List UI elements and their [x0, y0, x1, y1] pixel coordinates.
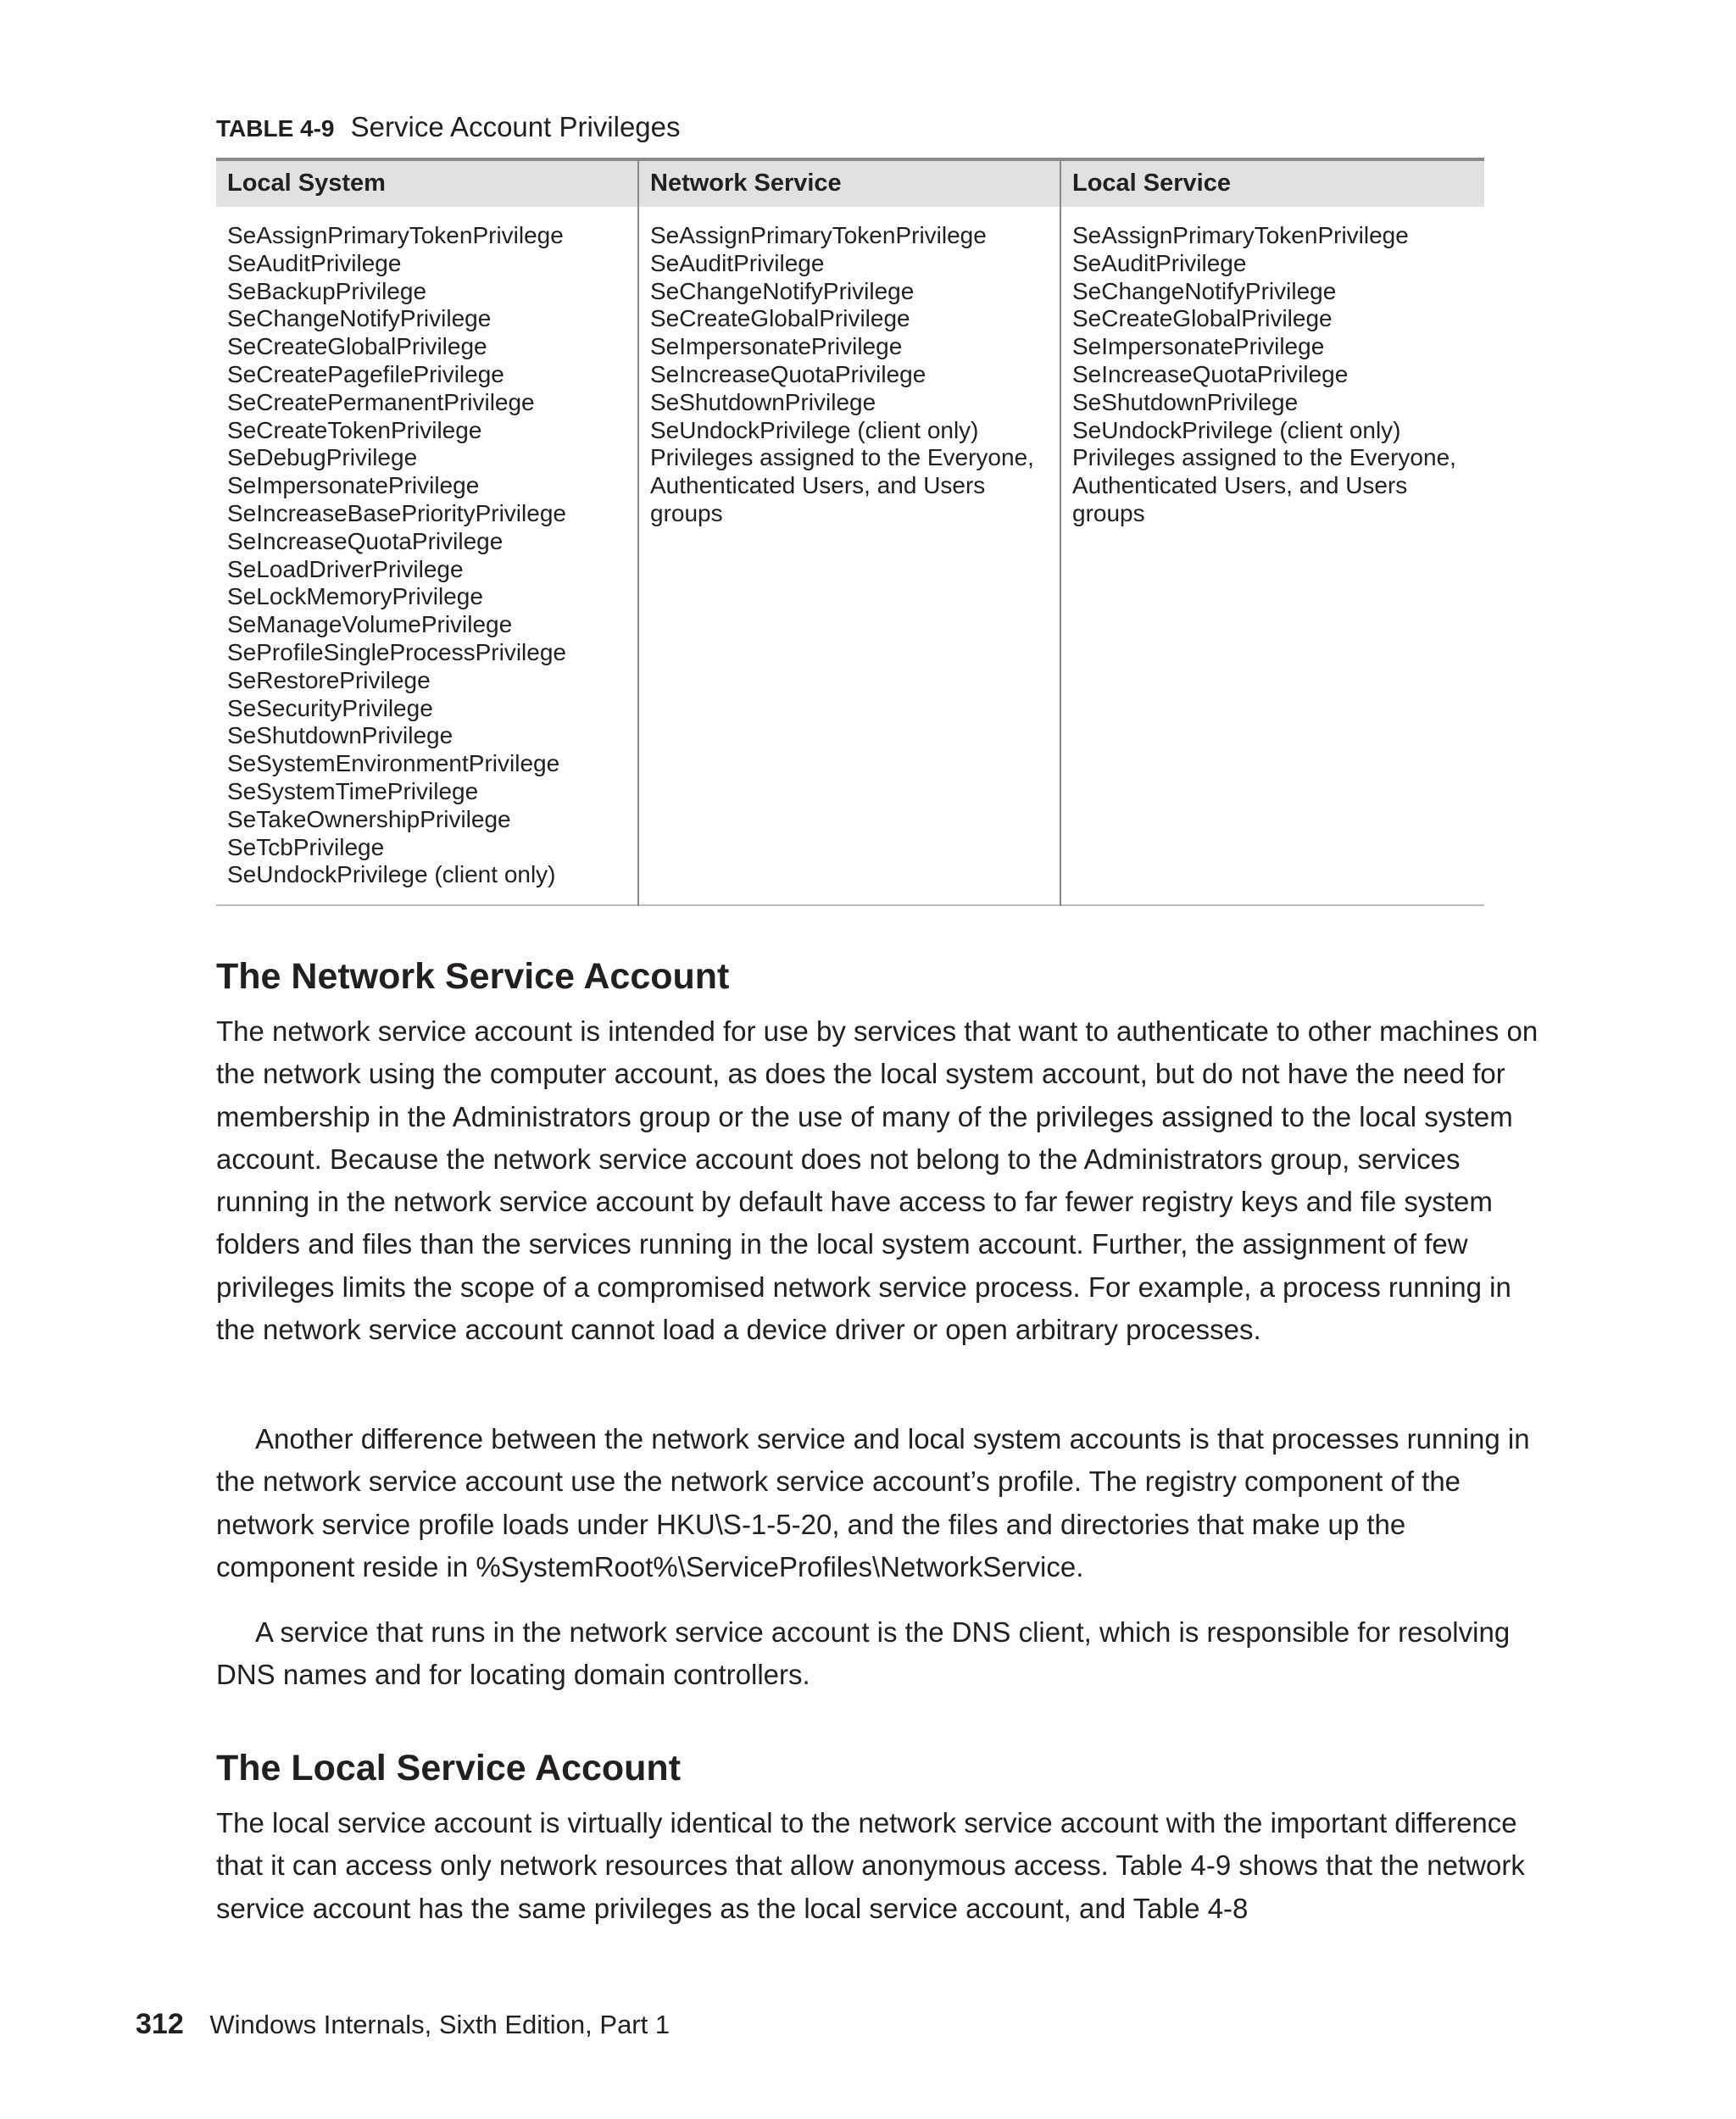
privilege-item: SeCreatePermanentPrivilege — [227, 388, 535, 415]
table-number: TABLE 4-9 — [216, 115, 335, 142]
privilege-item: Privileges assigned to the Everyone, Authenticated Users, and Users groups — [650, 444, 1034, 526]
privilege-item: SeLoadDriverPrivilege — [227, 555, 464, 582]
privilege-item: SeImpersonatePrivilege — [650, 333, 903, 360]
privilege-item: SeTcbPrivilege — [227, 833, 385, 860]
privilege-item: SeShutdownPrivilege — [650, 388, 876, 415]
privilege-item: SeLockMemoryPrivilege — [227, 583, 483, 610]
local-service-cell — [1060, 207, 1484, 905]
privilege-item: SeRestorePrivilege — [227, 666, 431, 693]
privilege-item: SeDebugPrivilege — [227, 444, 418, 471]
local-system-cell — [216, 207, 638, 905]
privilege-item: SeShutdownPrivilege — [227, 722, 453, 749]
privilege-item: SeCreatePagefilePrivilege — [227, 360, 504, 387]
privilege-item: SeImpersonatePrivilege — [1072, 333, 1325, 360]
table-caption — [216, 108, 681, 147]
column-header-network-service: Network Service — [638, 159, 1060, 207]
privilege-item: Privileges assigned to the Everyone, Authenticated Users, and Users groups — [1072, 444, 1456, 526]
privilege-item: SeCreateGlobalPrivilege — [227, 333, 487, 360]
column-header-local-service: Local Service — [1060, 159, 1484, 207]
column-header-local-system: Local System — [216, 159, 638, 207]
privilege-item: SeSystemEnvironmentPrivilege — [227, 750, 560, 777]
privilege-item: SeIncreaseQuotaPrivilege — [1072, 360, 1349, 387]
privilege-item: SeChangeNotifyPrivilege — [1072, 277, 1337, 304]
privilege-item: SeAuditPrivilege — [650, 249, 825, 276]
privilege-item: SeManageVolumePrivilege — [227, 611, 513, 638]
privilege-item: SeSystemTimePrivilege — [227, 777, 479, 804]
network-service-paragraph-3: A service that runs in the network service account is the DNS client, which is responsible for resolving DNS names and for locating domain controllers. — [216, 1616, 1511, 1691]
network-service-paragraph-1: The network service account is intended for use by services that want to authenticate to other machines on the network using the computer account, as does the local system account, but do not have the need for membership in the Administrators group or the use of many of the privileges assigned to the local system account. Because the network service account does not belong to the Administrators group, services running in the network service account by default have access to far fewer registry keys and file system folders and files than the services running in the local system account. Further, the assignment of few privileges limits the scope of a compromised network service process. For example, a process running in the network service account cannot load a device driver or open arbitrary processes. — [216, 1015, 1538, 1346]
book-title: Windows Internals, Sixth Edition, Part 1 — [209, 2010, 670, 2039]
local-service-paragraph-1: The local service account is virtually identical to the network service account with the important difference that it can access only network resources that allow anonymous access. Table 4-9 shows that the network service account has the same privileges as the local service account, and Table 4-8 — [216, 1807, 1525, 1924]
table-header-row — [216, 159, 1484, 207]
network-service-heading: The Network Service Account — [216, 956, 730, 997]
privileges-table — [216, 158, 1484, 906]
page-number: 312 — [136, 2008, 184, 2040]
local-service-heading: The Local Service Account — [216, 1748, 682, 1788]
privilege-item: SeAuditPrivilege — [227, 249, 402, 276]
privilege-item: SeIncreaseQuotaPrivilege — [227, 527, 504, 554]
privilege-item: SeAuditPrivilege — [1072, 249, 1247, 276]
privilege-item: SeTakeOwnershipPrivilege — [227, 805, 511, 832]
network-service-paragraph-2: Another difference between the network service and local system accounts is that processes running in the network service account use the network service account’s profile. The registry component of the network service profile loads under HKU\S-1-5-20, and the files and directories that make up the component reside in %SystemRoot%\ServiceProfiles\NetworkService. — [216, 1423, 1530, 1582]
privilege-item: SeBackupPrivilege — [227, 277, 427, 304]
privilege-item: SeCreateGlobalPrivilege — [650, 305, 910, 332]
privilege-item: SeUndockPrivilege (client only) — [1072, 416, 1401, 443]
page-footer — [136, 2007, 670, 2042]
table-row — [216, 207, 1484, 905]
privilege-item: SeCreateGlobalPrivilege — [1072, 305, 1333, 332]
privilege-item: SeAssignPrimaryTokenPrivilege — [227, 222, 564, 248]
privilege-item: SeShutdownPrivilege — [1072, 388, 1299, 415]
privilege-item: SeChangeNotifyPrivilege — [227, 305, 492, 332]
privilege-item: SeImpersonatePrivilege — [227, 472, 480, 499]
privilege-item: SeIncreaseQuotaPrivilege — [650, 360, 926, 387]
privilege-item: SeAssignPrimaryTokenPrivilege — [650, 222, 987, 248]
privilege-item: SeChangeNotifyPrivilege — [650, 277, 915, 304]
network-service-cell — [638, 207, 1060, 905]
privilege-item: SeIncreaseBasePriorityPrivilege — [227, 499, 566, 526]
privilege-item: SeAssignPrimaryTokenPrivilege — [1072, 222, 1409, 248]
privilege-item: SeUndockPrivilege (client only) — [650, 416, 979, 443]
privilege-item: SeUndockPrivilege (client only) — [227, 861, 556, 888]
privilege-item: SeProfileSingleProcessPrivilege — [227, 638, 566, 665]
privilege-item: SeCreateTokenPrivilege — [227, 416, 482, 443]
table-title: Service Account Privileges — [350, 111, 681, 142]
privilege-item: SeSecurityPrivilege — [227, 694, 433, 721]
